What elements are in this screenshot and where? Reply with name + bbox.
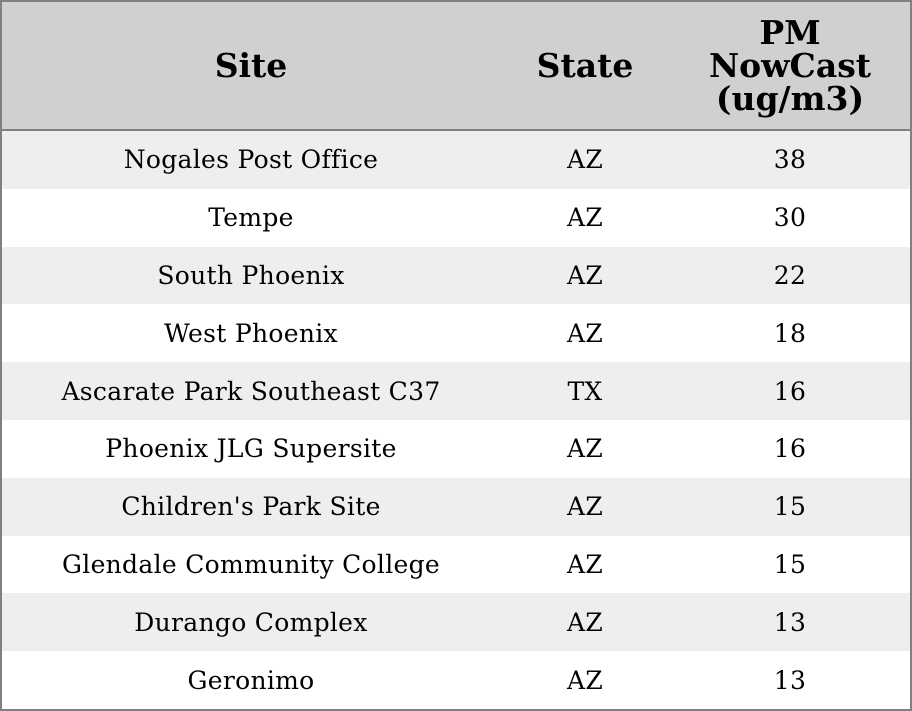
table-row [2, 247, 910, 305]
header-pm-line-3: (ug/m3) [715, 79, 865, 118]
table-row [2, 651, 910, 709]
table-row [2, 536, 910, 594]
table-row [2, 304, 910, 362]
table-row [2, 362, 910, 420]
cell-state: AZ [566, 145, 604, 175]
cell-pm-nowcast: 30 [773, 203, 807, 233]
cell-state: AZ [566, 492, 604, 522]
cell-pm-nowcast: 15 [773, 492, 807, 522]
table-header-row [2, 2, 910, 131]
cell-state: AZ [566, 607, 604, 637]
header-state: State [536, 46, 634, 85]
cell-pm-nowcast: 13 [773, 607, 807, 637]
cell-state: AZ [566, 665, 604, 695]
cell-site: Geronimo [187, 665, 315, 695]
header-pm-line-2: NowCast [708, 46, 872, 85]
cell-pm-nowcast: 38 [773, 145, 807, 175]
cell-site: Phoenix JLG Supersite [105, 434, 397, 464]
table-row [2, 593, 910, 651]
cell-site: West Phoenix [164, 318, 338, 348]
header-site: Site [214, 46, 288, 85]
cell-pm-nowcast: 18 [773, 318, 807, 348]
cell-site: Glendale Community College [62, 549, 440, 579]
cell-state: AZ [566, 203, 604, 233]
table-row [2, 189, 910, 247]
table-row [2, 420, 910, 478]
cell-site: Children's Park Site [121, 492, 381, 522]
cell-site: Ascarate Park Southeast C37 [61, 376, 441, 406]
cell-pm-nowcast: 16 [773, 434, 807, 464]
cell-state: AZ [566, 434, 604, 464]
header-pm-nowcast [670, 2, 910, 129]
cell-site: Durango Complex [134, 607, 368, 637]
table-row [2, 131, 910, 189]
cell-pm-nowcast: 22 [773, 260, 807, 290]
cell-state: AZ [566, 318, 604, 348]
header-pm-line-1: PM [759, 13, 821, 52]
cell-site: South Phoenix [157, 260, 345, 290]
table-body [2, 131, 910, 709]
cell-site: Tempe [208, 203, 294, 233]
cell-state: AZ [566, 260, 604, 290]
cell-state: TX [567, 376, 603, 406]
table-row [2, 478, 910, 536]
cell-pm-nowcast: 13 [773, 665, 807, 695]
cell-pm-nowcast: 15 [773, 549, 807, 579]
cell-state: AZ [566, 549, 604, 579]
cell-pm-nowcast: 16 [773, 376, 807, 406]
cell-site: Nogales Post Office [123, 145, 379, 175]
